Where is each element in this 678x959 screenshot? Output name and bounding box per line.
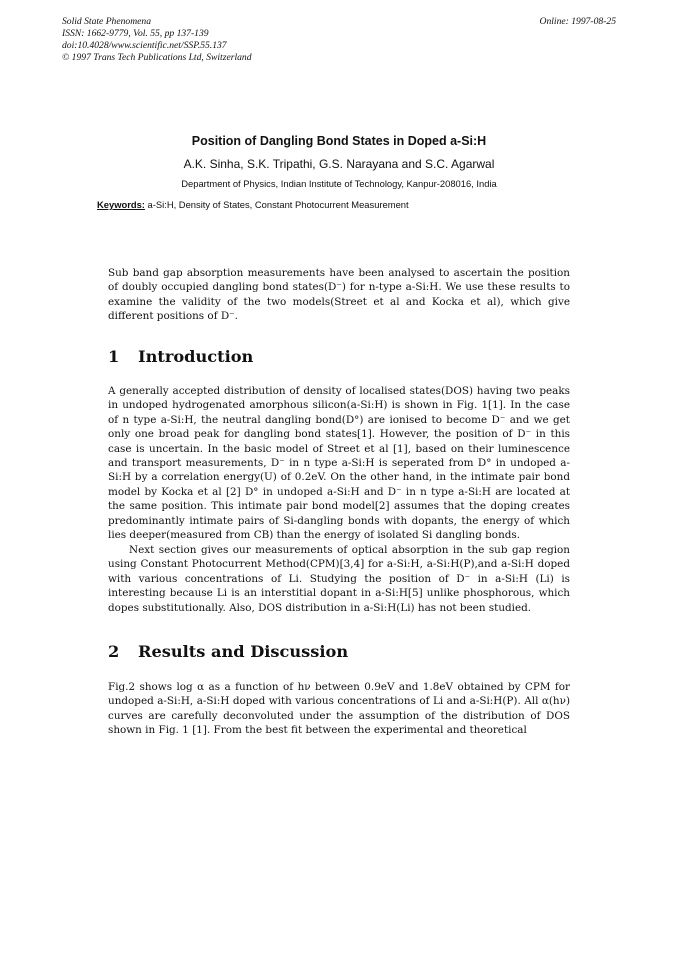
- section-heading: [108, 642, 348, 661]
- section-heading: [108, 347, 253, 366]
- keywords-list: a-Si:H, Density of States, Constant Photocurrent Measurement: [147, 199, 409, 210]
- section-number: 2: [108, 642, 120, 661]
- keywords-line: [97, 199, 409, 210]
- section-number: 1: [108, 347, 120, 366]
- section-title: Introduction: [138, 347, 254, 366]
- keywords-label: Keywords:: [97, 199, 145, 210]
- online-date: Online: 1997-08-25: [539, 16, 616, 27]
- journal-issn: ISSN: 1662-9779, Vol. 55, pp 137-139: [62, 28, 209, 39]
- paragraph: A generally accepted distribution of density of localised states(DOS) having two peaks in undoped hydrogenated amorphous silicon(a-Si:H) is shown in Fig. 1[1]. In the case of n type a-Si:H, the neutral dangling bond(D°) are ionised to become D⁻ and we get only one broad peak for dangling bond states[1]. However, the position of D⁻ in this case is uncertain. In the basic model of Street et al [1], based on their luminescence and transport measurements, D⁻ in n type a-Si:H is seperated from D° in undoped a-Si:H by a correlation energy(U) of 0.2eV. On the other hand, in the intimate pair bond model by Kocka et al [2] D° in undoped a-Si:H and D⁻ in n type a-Si:H are located at the same position. This intimate pair bond model[2] assumes that the doping creates predominantly intimate pairs of Si-dangling bonds with dopants, the energy of which lies deeper(measured from CB) than the energy of isolated Si dangling bonds.: [108, 385, 570, 542]
- paper-affiliation: Department of Physics, Indian Institute of Technology, Kanpur-208016, India: [181, 178, 497, 189]
- journal-doi: doi:10.4028/www.scientific.net/SSP.55.137: [62, 40, 227, 51]
- journal-header: [62, 16, 252, 64]
- section-title: Results and Discussion: [138, 642, 349, 661]
- paper-title: Position of Dangling Bond States in Doped a-Si:H: [191, 134, 487, 148]
- paper-authors: A.K. Sinha, S.K. Tripathi, G.S. Narayana and S.C. Agarwal: [183, 157, 495, 171]
- journal-copyright: © 1997 Trans Tech Publications Ltd, Switzerland: [62, 52, 252, 63]
- paragraph: Fig.2 shows log α as a function of hν between 0.9eV and 1.8eV obtained by CPM for undoped a-Si:H, a-Si:H doped with various concentrations of Li and a-Si:H(P). All α(hν) curves are carefully deconvoluted under the assumption of the distribution of DOS shown in Fig. 1 [1]. From the best fit between the experimental and theoretical: [108, 681, 570, 737]
- abstract: Sub band gap absorption measurements have been analysed to ascertain the position of doubly occupied dangling bond states(D⁻) for n-type a-Si:H. We use these results to examine the validity of the two models(Street et al and Kocka et al), which give different positions of D⁻.: [108, 267, 570, 323]
- journal-name: Solid State Phenomena: [62, 16, 151, 27]
- paragraph: Next section gives our measurements of optical absorption in the sub gap region using Constant Photocurrent Method(CPM)[3,4] for a-Si:H, a-Si:H(P),and a-Si:H doped with various concentrations of Li. Studying the position of D⁻ in a-Si:H (Li) is interesting because Li is an interstitial dopant in a-Si:H[5] unlike phosphorous, which dopes substitutionally. Also, DOS distribution in a-Si:H(Li) has not been studied.: [108, 544, 570, 614]
